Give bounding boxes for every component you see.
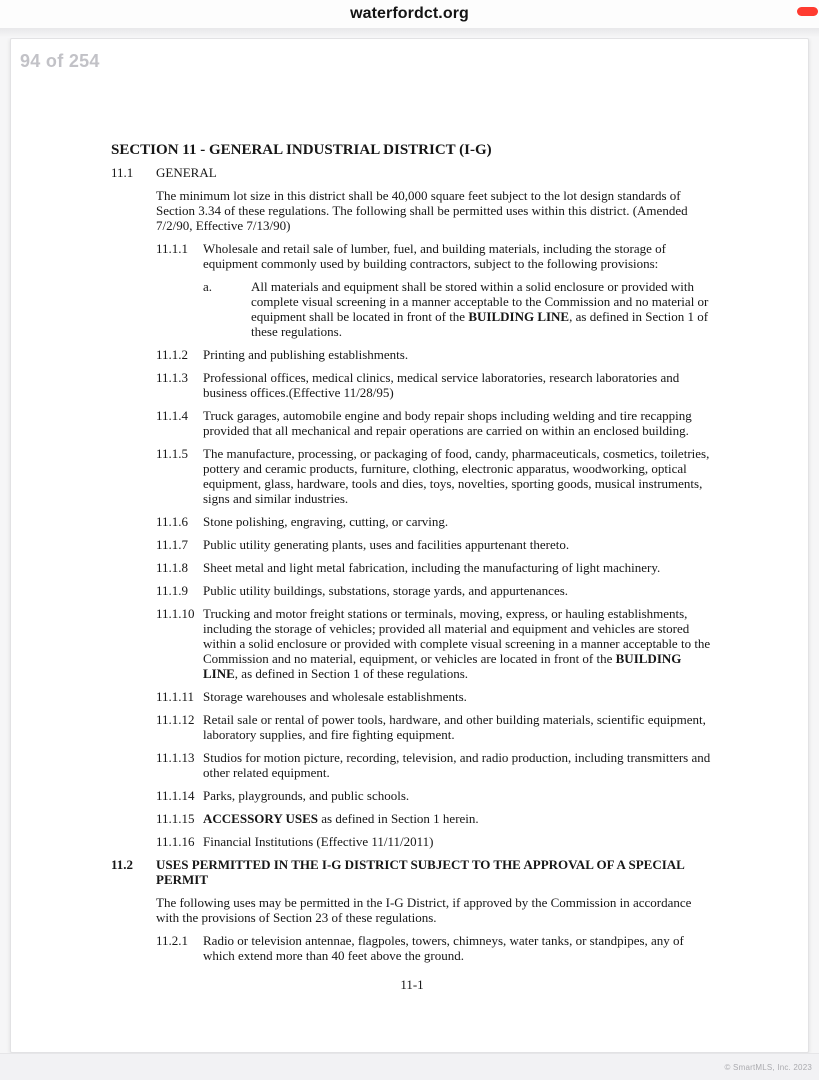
doc-block-11.1.12 bbox=[111, 712, 713, 742]
item-number: 11.1.6 bbox=[156, 514, 189, 529]
item-text: The following uses may be permitted in the I-G District, if approved by the Commission in accordance with the provisions of Section 23 of these regulations. bbox=[156, 895, 692, 925]
item-text: Truck garages, automobile engine and body repair shops including welding and tire recapping provided that all mechanical and repair operations are carried on within an enclosed building. bbox=[203, 408, 692, 438]
item-text: Financial Institutions (Effective 11/11/2011) bbox=[203, 834, 434, 849]
item-number: 11.1.12 bbox=[156, 712, 195, 727]
page-number-footer: 11-1 bbox=[400, 977, 424, 992]
item-number: 11.1.10 bbox=[156, 606, 195, 621]
document-viewer bbox=[0, 38, 819, 1080]
doc-block-11.1.14 bbox=[111, 788, 713, 803]
doc-block-11.1.4 bbox=[111, 408, 713, 438]
item-text: Stone polishing, engraving, cutting, or carving. bbox=[203, 514, 449, 529]
item-number: 11.1.3 bbox=[156, 370, 189, 385]
doc-block-11.1.6 bbox=[111, 514, 713, 529]
item-number: 11.1.1 bbox=[156, 241, 189, 256]
doc-block-11.2.1 bbox=[111, 933, 713, 963]
item-text: The manufacture, processing, or packaging of food, candy, pharmaceuticals, cosmetics, toiletries, pottery and ceramic products, furniture, clothing, electronic apparatus, woodworking, optical equipment, glass, hardware, tools and dies, toys, novelties, sporting goods, musical instruments, signs and similar industries. bbox=[203, 446, 710, 506]
doc-block-11.1.8 bbox=[111, 560, 713, 575]
doc-block-11.1.15 bbox=[111, 811, 713, 826]
browser-topbar bbox=[0, 0, 819, 29]
item-text: Public utility buildings, substations, storage yards, and appurtenances. bbox=[203, 583, 569, 598]
document-content bbox=[111, 143, 713, 992]
item-number: 11.1.11 bbox=[156, 689, 195, 704]
item-text: USES PERMITTED IN THE I-G DISTRICT SUBJECT TO THE APPROVAL OF A SPECIAL PERMIT bbox=[156, 857, 685, 887]
item-number: 11.1.4 bbox=[156, 408, 189, 423]
item-text: SECTION 11 - GENERAL INDUSTRIAL DISTRICT (I-G) bbox=[111, 142, 492, 158]
item-number: 11.1.13 bbox=[156, 750, 195, 765]
doc-block-11.1.16 bbox=[111, 834, 713, 849]
item-number: 11.1.16 bbox=[156, 834, 195, 849]
doc-block-11.1.2 bbox=[111, 347, 713, 362]
item-number: 11.1.14 bbox=[156, 788, 195, 803]
doc-block-11.1.9 bbox=[111, 583, 713, 598]
item-text: All materials and equipment shall be stored within a solid enclosure or provided with complete visual screening in a manner acceptable to the Commission and no material or equipment shall be located in front of the BUILDING LINE, as defined in Section 1 of these regulations. bbox=[251, 279, 709, 339]
doc-block-a. bbox=[111, 279, 713, 339]
item-number: 11.1.2 bbox=[156, 347, 189, 362]
doc-block-11.1.1 bbox=[111, 241, 713, 271]
item-number: 11.1.15 bbox=[156, 811, 195, 826]
item-number: 11.1.9 bbox=[156, 583, 189, 598]
item-text: Printing and publishing establishments. bbox=[203, 347, 409, 362]
page-card bbox=[10, 38, 809, 1053]
doc-block-11.1.5 bbox=[111, 446, 713, 506]
item-number: 11.1.5 bbox=[156, 446, 189, 461]
toolbar-shadow-strip bbox=[0, 29, 819, 38]
item-number: 11.1.7 bbox=[156, 537, 189, 552]
item-text: Professional offices, medical clinics, medical service laboratories, research laboratories and business offices.(Effective 11/28/95) bbox=[203, 370, 680, 400]
doc-block-11.1.3 bbox=[111, 370, 713, 400]
item-text: ACCESSORY USES as defined in Section 1 herein. bbox=[203, 811, 479, 826]
item-text: Retail sale or rental of power tools, hardware, and other building materials, scientific equipment, laboratory supplies, and fire fighting equipment. bbox=[203, 712, 706, 742]
doc-block-11.1.10 bbox=[111, 606, 713, 681]
doc-block-11.1.13 bbox=[111, 750, 713, 780]
item-text: GENERAL bbox=[156, 165, 217, 180]
item-number: 11.1 bbox=[111, 165, 134, 180]
item-text: Sheet metal and light metal fabrication, including the manufacturing of light machinery. bbox=[203, 560, 661, 575]
item-text: Trucking and motor freight stations or terminals, moving, express, or hauling establishments, including the storage of vehicles; provided all material and equipment and vehicles are stored within a solid enclosure or provided with complete visual screening in a manner acceptable to the Commission and no material, equipment, or vehicles are located in front of the BUILDING LINE, as defined in Section 1 of these regulations. bbox=[203, 606, 711, 681]
item-number: 11.2.1 bbox=[156, 933, 189, 948]
item-number: 11.1.8 bbox=[156, 560, 189, 575]
item-number: a. bbox=[203, 279, 213, 294]
doc-block-11.1.7 bbox=[111, 537, 713, 552]
page-indicator: 94 of 254 bbox=[20, 51, 100, 71]
document-blocks bbox=[111, 143, 713, 963]
item-text: Studios for motion picture, recording, television, and radio production, including transmitters and other related equipment. bbox=[203, 750, 711, 780]
recording-indicator bbox=[797, 7, 818, 16]
item-number: 11.2 bbox=[111, 857, 134, 872]
item-text: Parks, playgrounds, and public schools. bbox=[203, 788, 410, 803]
doc-block-title bbox=[111, 143, 713, 158]
url-text[interactable]: waterfordct.org bbox=[350, 5, 469, 22]
item-text: Storage warehouses and wholesale establishments. bbox=[203, 689, 467, 704]
doc-block-para bbox=[111, 895, 713, 925]
item-text: Public utility generating plants, uses and facilities appurtenant thereto. bbox=[203, 537, 570, 552]
bottom-bar bbox=[0, 1053, 819, 1080]
doc-block-11.1 bbox=[111, 165, 713, 180]
watermark: © SmartMLS, Inc. 2023 bbox=[724, 1062, 812, 1072]
doc-block-11.2 bbox=[111, 857, 713, 887]
doc-block-para bbox=[111, 188, 713, 233]
item-text: Wholesale and retail sale of lumber, fuel, and building materials, including the storage of equipment commonly used by building contractors, subject to the following provisions: bbox=[203, 241, 666, 271]
item-text: Radio or television antennae, flagpoles, towers, chimneys, water tanks, or standpipes, any of which extend more than 40 feet above the ground. bbox=[203, 933, 684, 963]
doc-block-11.1.11 bbox=[111, 689, 713, 704]
item-text: The minimum lot size in this district shall be 40,000 square feet subject to the lot design standards of Section 3.34 of these regulations. The following shall be permitted uses within this district. (Amended 7/2/90, Effective 7/13/90) bbox=[156, 188, 688, 233]
